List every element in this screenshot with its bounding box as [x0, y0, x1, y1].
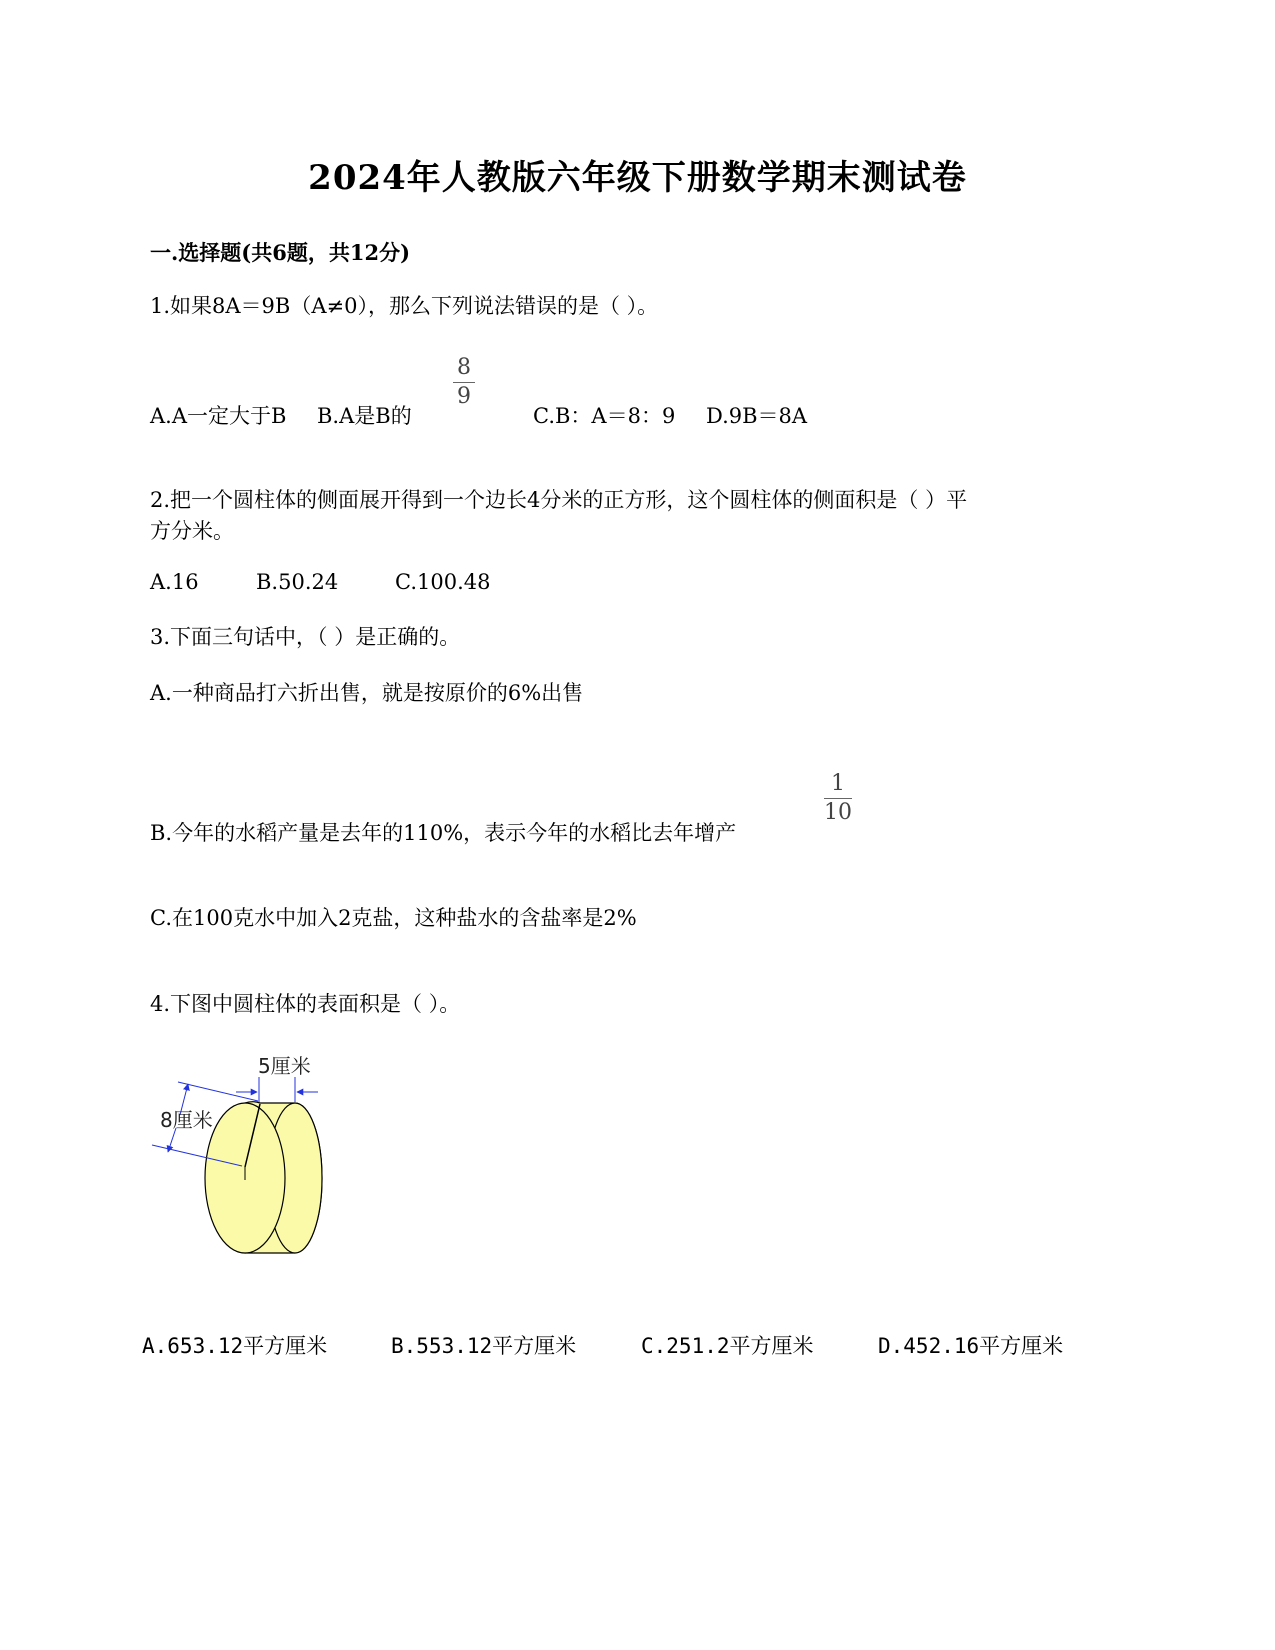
q2-option-c: C.100.48: [395, 570, 491, 594]
q4-option-a: A.653.12平方厘米: [142, 1334, 328, 1358]
q4-option-c: C.251.2平方厘米: [641, 1334, 814, 1358]
radius-label: 8厘米: [160, 1108, 213, 1132]
q3-option-b: B.今年的水稻产量是去年的110%，表示今年的水稻比去年增产: [150, 821, 737, 845]
q1-option-a: A.A一定大于B: [150, 404, 287, 428]
page-title: 2024年人教版六年级下册数学期末测试卷: [308, 158, 967, 198]
q1-option-d: D.9B＝8A: [706, 404, 808, 428]
q3-fraction: [818, 773, 858, 824]
question-2-stem-line2: 方分米。: [150, 519, 234, 543]
q3-fraction-numerator: 1: [831, 771, 845, 796]
q2-option-a: A.16: [150, 570, 199, 594]
q3-option-c: C.在100克水中加入2克盐，这种盐水的含盐率是2%: [150, 906, 637, 930]
q2-option-b: B.50.24: [256, 570, 339, 594]
question-2-stem-line1: 2.把一个圆柱体的侧面展开得到一个边长4分米的正方形，这个圆柱体的侧面积是（ ）平: [150, 488, 968, 512]
question-3-stem: 3.下面三句话中，（ ）是正确的。: [150, 625, 461, 649]
q3-option-a: A.一种商品打六折出售，就是按原价的6%出售: [150, 681, 584, 705]
q1-fraction-denominator: 9: [457, 384, 471, 409]
cylinder-figure: [145, 1045, 345, 1265]
section-heading: 一.选择题(共6题，共12分): [150, 240, 411, 265]
q1-option-c: C.B：A＝8：9: [533, 404, 676, 428]
q1-option-b: B.A是B的: [317, 404, 412, 428]
q4-option-b: B.553.12平方厘米: [391, 1334, 577, 1358]
q1-fraction-numerator: 8: [457, 355, 471, 380]
q3-fraction-denominator: 10: [824, 800, 852, 825]
question-4-stem: 4.下图中圆柱体的表面积是（ ）。: [150, 992, 461, 1016]
q4-option-d: D.452.16平方厘米: [878, 1334, 1064, 1358]
fraction-bar: [453, 382, 475, 383]
height-label: 5厘米: [258, 1054, 311, 1078]
question-1-stem: 1.如果8A＝9B（A≠0），那么下列说法错误的是（ ）。: [150, 294, 659, 318]
q1-fraction: [444, 357, 484, 408]
fraction-bar: [824, 798, 852, 799]
